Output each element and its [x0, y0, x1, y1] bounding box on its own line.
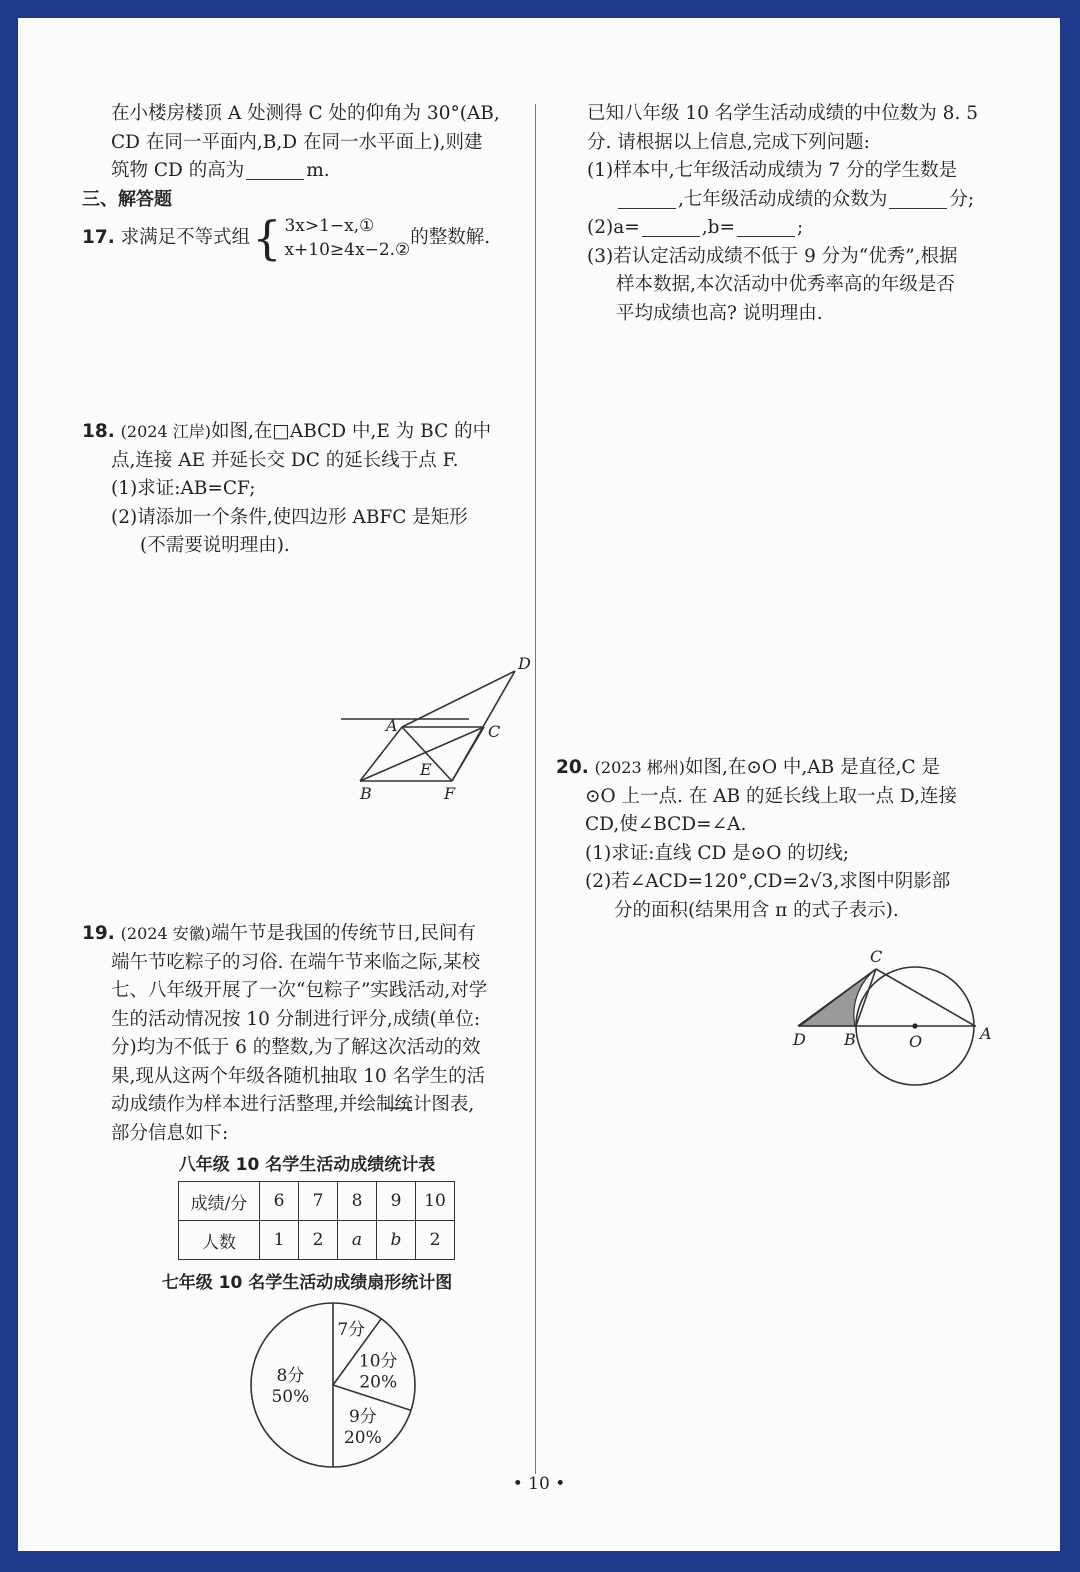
label-C: C [488, 721, 501, 741]
inequality-system [250, 211, 411, 265]
table-cell: 8 [338, 1182, 377, 1221]
label-D: D [793, 1030, 806, 1049]
label-B: B [844, 1030, 856, 1049]
table-cell: a [338, 1221, 377, 1260]
parallelogram-figure [82, 561, 532, 803]
q18-line: (1)求证:AB=CF; [111, 478, 256, 499]
section-title: 三、解答题 [82, 188, 172, 210]
score-table [178, 1181, 455, 1260]
brace-icon: { [252, 211, 282, 265]
answer-blank[interactable] [618, 188, 676, 209]
pie-title: 七年级 10 名学生活动成绩扇形统计图 [161, 1273, 453, 1293]
label-E: E [420, 759, 432, 779]
intro-line: CD 在同一平面内,B,D 在同一水平面上),则建 [111, 131, 483, 153]
question-source: (2024 安徽) [120, 924, 211, 943]
q20-line: (1)求证:直线 CD 是⊙O 的切线; [585, 842, 849, 864]
q19-cont-line [558, 214, 1028, 243]
pie-slice-label: 10分 [358, 1351, 398, 1372]
table-row [179, 1182, 455, 1221]
label-O: O [909, 1032, 923, 1051]
label-A: A [980, 1024, 992, 1043]
q17-text-after: 的整数解. [410, 227, 491, 248]
q19-line: 生的活动情况按 10 分制进行评分,成绩(单位: [111, 1008, 481, 1030]
q18-line: 点,连接 AE 并延长交 DC 的延长线于点 F. [111, 449, 459, 471]
q19-line: 端午节是我国的传统节日,民间有 [210, 923, 476, 944]
intro-text: 筑物 CD 的高为 [111, 160, 245, 181]
table-header-cell: 人数 [179, 1221, 260, 1260]
table-header-cell: 成绩/分 [179, 1182, 260, 1221]
right-column [558, 100, 1028, 328]
column-divider [535, 104, 536, 1474]
pie-slice-label: 9分 [348, 1407, 377, 1428]
worksheet-page [18, 18, 1060, 1551]
question-number: 19. [82, 923, 115, 944]
label-D: D [518, 653, 531, 673]
left-column [82, 100, 532, 803]
question-source: (2023 郴州) [594, 758, 685, 777]
q18-line: 如图,在□ABCD 中,E 为 BC 的中 [210, 421, 492, 442]
intro-unit: m. [306, 160, 330, 181]
q19-text: (2)a= [587, 217, 640, 238]
q19-cont-line [558, 186, 1028, 215]
inequality-1: 3x>1−x,① [284, 216, 375, 236]
answer-blank[interactable] [246, 159, 304, 180]
question-20 [556, 754, 1026, 1065]
q19-line: 部分信息如下: [111, 1122, 229, 1144]
pie-slice-label: 8分 [276, 1366, 305, 1386]
q19-line: 果,现从这两个年级各随机抽取 10 名学生的活 [111, 1065, 486, 1087]
page-number: • 10 • [512, 1474, 566, 1494]
table-cell: 2 [299, 1221, 338, 1260]
pie-slice-percent: 50% [271, 1387, 310, 1407]
intro-line: 在小楼房楼顶 A 处测得 C 处的仰角为 30°(AB, [111, 103, 500, 124]
table-title: 八年级 10 名学生活动成绩统计表 [178, 1155, 436, 1175]
q19-text: ,b= [701, 217, 735, 238]
answer-blank[interactable] [737, 216, 795, 237]
pie-chart [82, 1293, 532, 1473]
table-cell: 6 [260, 1182, 299, 1221]
question-source: (2024 江岸) [120, 422, 211, 441]
q19-cont-line: 分. 请根据以上信息,完成下列问题: [587, 131, 870, 153]
q19-cont-line: 已知八年级 10 名学生活动成绩的中位数为 8. 5 [587, 103, 978, 124]
table-cell: 7 [299, 1182, 338, 1221]
q18-line: (不需要说明理由). [140, 535, 290, 556]
label-F: F [444, 783, 456, 803]
q19-line: 分)均为不低于 6 的整数,为了解这次活动的效 [111, 1037, 481, 1058]
q19-text: ,七年级活动成绩的众数为 [678, 188, 888, 210]
intro-line [82, 157, 532, 186]
question-18 [82, 418, 532, 561]
q20-line: 分的面积(结果用含 π 的式子表示). [614, 899, 899, 921]
question-number: 20. [556, 757, 589, 778]
table-cell: 1 [260, 1221, 299, 1260]
q20-line: CD,使∠BCD=∠A. [585, 814, 747, 835]
q20-line: (2)若∠ACD=120°,CD=2√3,求图中阴影部 [585, 871, 951, 892]
q20-line: ⊙O 上一点. 在 AB 的延长线上取一点 D,连接 [585, 785, 957, 807]
q19-cont-line: (1)样本中,七年级活动成绩为 7 分的学生数是 [587, 160, 958, 181]
q18-line: (2)请添加一个条件,使四边形 ABFC 是矩形 [111, 506, 468, 528]
q19-line: 七、八年级开展了一次“包粽子”实践活动,对学 [111, 980, 488, 1001]
table-row [179, 1221, 455, 1260]
question-19 [82, 920, 532, 1473]
q20-line: 如图,在⊙O 中,AB 是直径,C 是 [684, 757, 941, 778]
answer-blank[interactable] [889, 188, 947, 209]
table-cell: 2 [416, 1221, 455, 1260]
label-B: B [360, 783, 372, 803]
q19-line: 动成绩作为样本进行活整理,并绘制统计图表, [111, 1094, 475, 1115]
table-cell: 10 [416, 1182, 455, 1221]
table-cell: b [377, 1221, 416, 1260]
pie-slice-percent: 20% [343, 1428, 382, 1449]
q19-text: ; [796, 217, 804, 238]
pie-slice-percent: 20% [359, 1372, 398, 1393]
q19-text: 分; [949, 188, 975, 210]
circle-figure [556, 925, 1026, 1065]
question-17 [82, 211, 532, 265]
label-A: A [386, 715, 398, 735]
q17-text: 求满足不等式组 [120, 227, 251, 248]
pie-slice-label: 7分 [337, 1319, 366, 1340]
q19-cont-line: 平均成绩也高? 说明理由. [616, 302, 823, 324]
table-cell: 9 [377, 1182, 416, 1221]
question-number: 18. [82, 421, 115, 442]
question-number: 17. [82, 227, 115, 248]
label-C: C [870, 947, 883, 966]
q19-cont-line: (3)若认定活动成绩不低于 9 分为“优秀”,根据 [587, 245, 958, 267]
answer-blank[interactable] [642, 216, 700, 237]
inequality-2: x+10≥4x−2.② [284, 240, 411, 260]
q19-cont-line: 样本数据,本次活动中优秀率高的年级是否 [616, 274, 955, 295]
q19-line: 端午节吃粽子的习俗. 在端午节来临之际,某校 [111, 951, 481, 973]
